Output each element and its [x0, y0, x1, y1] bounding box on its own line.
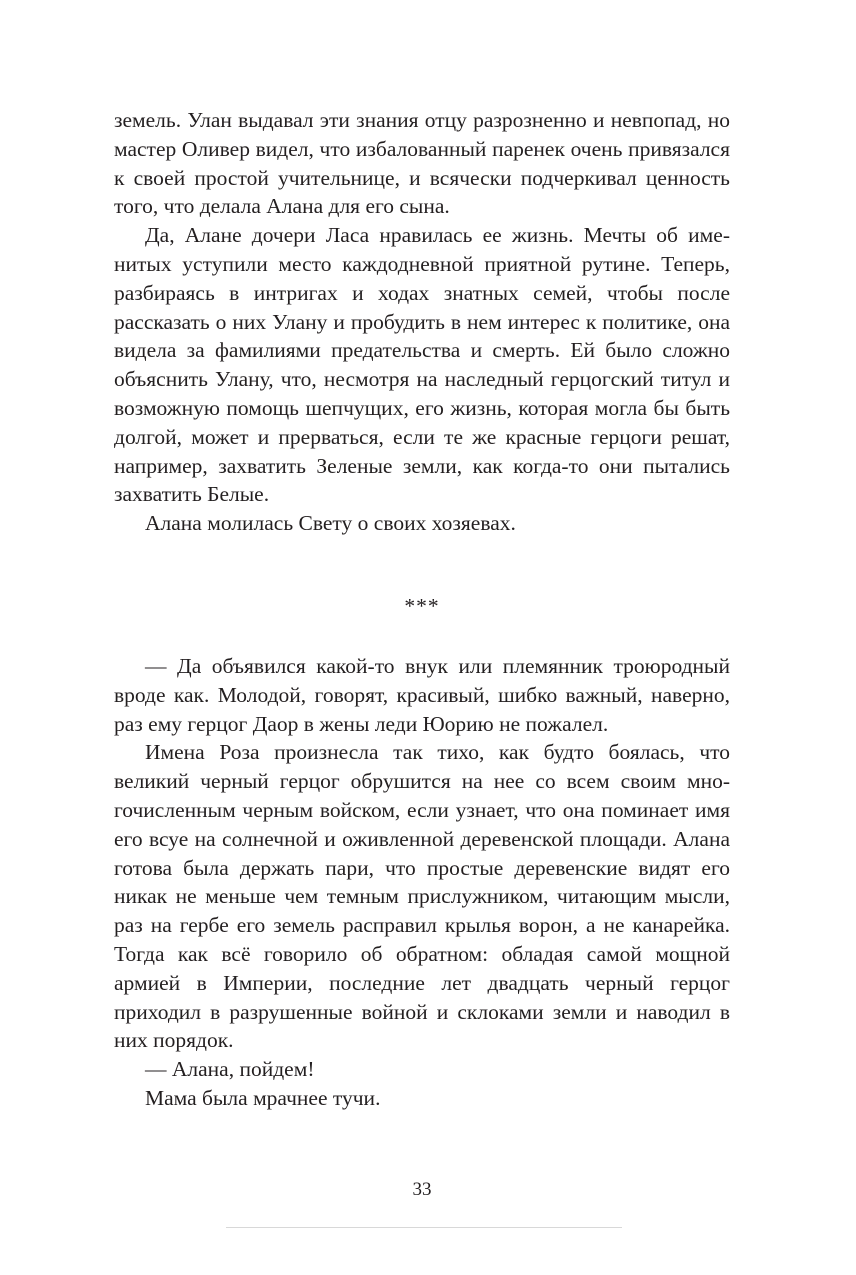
paragraph-black-duke: Имена Роза произнесла так тихо, как будто боялась, что великий черный герцог обрушится на нее со всем своим многочисленным черным войском, если узнает, что она поминает имя его всуе на солнечной и оживленной деревенской площади. Алана готова была держать пари, что простые деревенские видят его никак не меньше чем темным прислужником, читающим мысли, раз на гербе его земель расправил крылья ворон, а не канарейка. Тогда как всё говорило об обратном: обладая самой мощной армией в Империи, последние лет двадцать черный герцог приходил в разрушенные войной и склоками земли и наводил в них порядок. — [114, 740, 730, 1053]
paragraph-alana-life: Да, Алане дочери Ласа нравилась ее жизнь. Мечты об именитых уступили место каждодневной приятной рутине. Теперь, разбираясь в интригах и ходах знатных семей, чтобы после рассказать о них Улану и пробудить в нем интерес к политике, она видела за фамилиями предательства и смерть. Ей было сложно объяснить Улану, что, несмотря на наследный герцогский титул и возможную помощь шепчущих, его жизнь, которая могла бы быть долгой, может и прерваться, если те же красные герцоги решат, например, захватить Зеленые земли, как когда-то они пытались захватить Белые. — [114, 223, 730, 507]
paragraph-continuation: земель. Улан выдавал эти знания отцу разрозненно и невпопад, но мастер Оливер видел, что избалованный паренек очень привязался к своей простой учительнице, и всячески подчеркивал ценность того, что делала Алана для его сына. — [114, 108, 730, 219]
section-separator: *** — [404, 594, 440, 618]
paragraph-dialogue-alana: — Алана, пойдем! — [145, 1057, 315, 1082]
text-block-upper — [114, 106, 730, 538]
paragraph-alana-prayer: Алана молилась Свету о своих хозяевах. — [145, 511, 516, 536]
paragraph-mother: Мама была мрачнее тучи. — [145, 1085, 381, 1110]
footer-divider — [226, 1227, 622, 1228]
paragraph-dialogue-rosa: — Да объявился какой-то внук или племянник троюродный вроде как. Молодой, говорят, красивый, шибко важный, наверно, раз ему герцог Даор в жены леди Юорию не пожалел. — [114, 654, 730, 736]
text-block-lower — [114, 652, 730, 1113]
page-number: 33 — [412, 1179, 432, 1200]
